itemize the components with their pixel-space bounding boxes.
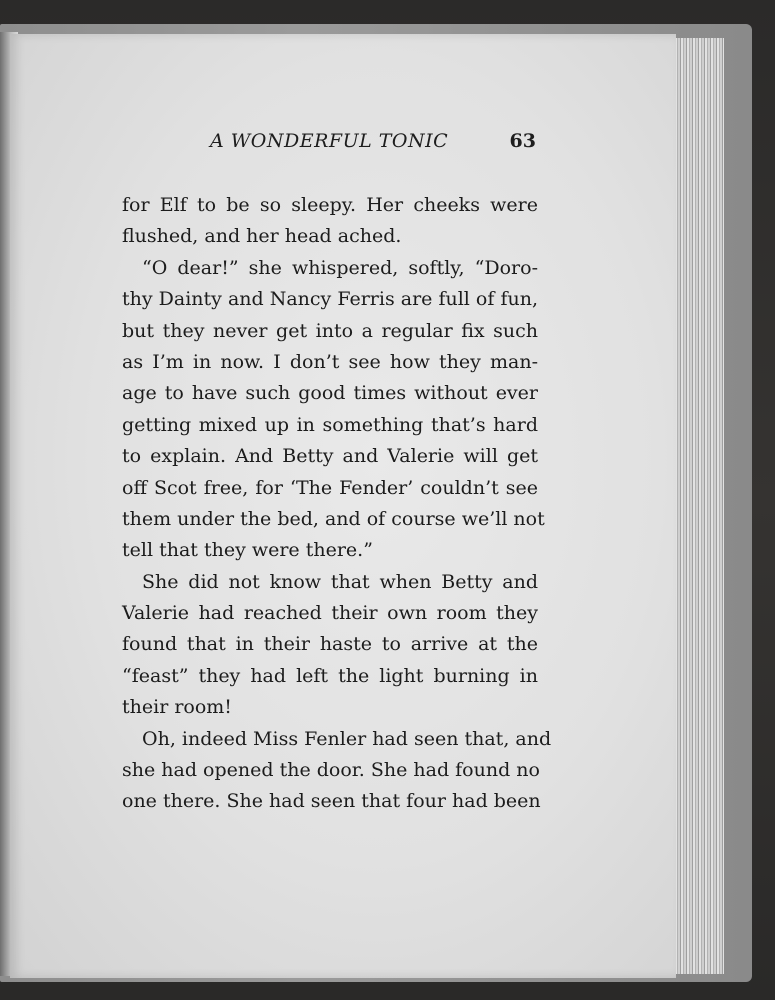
text-line: she had opened the door. She had found no: [122, 759, 540, 782]
text-line: as I’m in now. I don’t see how they man-: [122, 350, 538, 373]
text-line: for Elf to be so sleepy. Her cheeks were: [122, 194, 538, 216]
text-line: She did not know that when Betty and: [142, 570, 538, 593]
page-header: [200, 130, 540, 160]
text-line: to explain. And Betty and Valerie will get: [122, 445, 538, 468]
running-title: A WONDERFUL TONIC: [210, 130, 449, 152]
text-line: flushed, and her head ached.: [122, 225, 402, 248]
text-line: off Scot free, for ‘The Fender’ couldn’t see: [122, 476, 538, 499]
text-line: but they never get into a regular fix such: [122, 319, 538, 342]
text-line: them under the bed, and of course we’ll not: [122, 507, 545, 530]
page-number: 63: [509, 130, 536, 152]
text-line: their room!: [122, 696, 232, 719]
text-line: one there. She had seen that four had been: [122, 790, 541, 813]
text-line: Valerie had reached their own room they: [122, 602, 538, 625]
text-line: found that in their haste to arrive at the: [122, 633, 538, 656]
page-body-text: [122, 190, 552, 818]
text-line: Oh, indeed Miss Fenler had seen that, and: [142, 727, 552, 750]
text-line: tell that they were there.”: [122, 539, 373, 562]
text-line: age to have such good times without ever: [122, 382, 538, 405]
text-line: “feast” they had left the light burning in: [122, 664, 538, 687]
text-line: “O dear!” she whispered, softly, “Doro-: [142, 256, 538, 279]
text-line: thy Dainty and Nancy Ferris are full of fun,: [122, 288, 538, 311]
text-line: getting mixed up in something that’s hard: [122, 413, 538, 436]
